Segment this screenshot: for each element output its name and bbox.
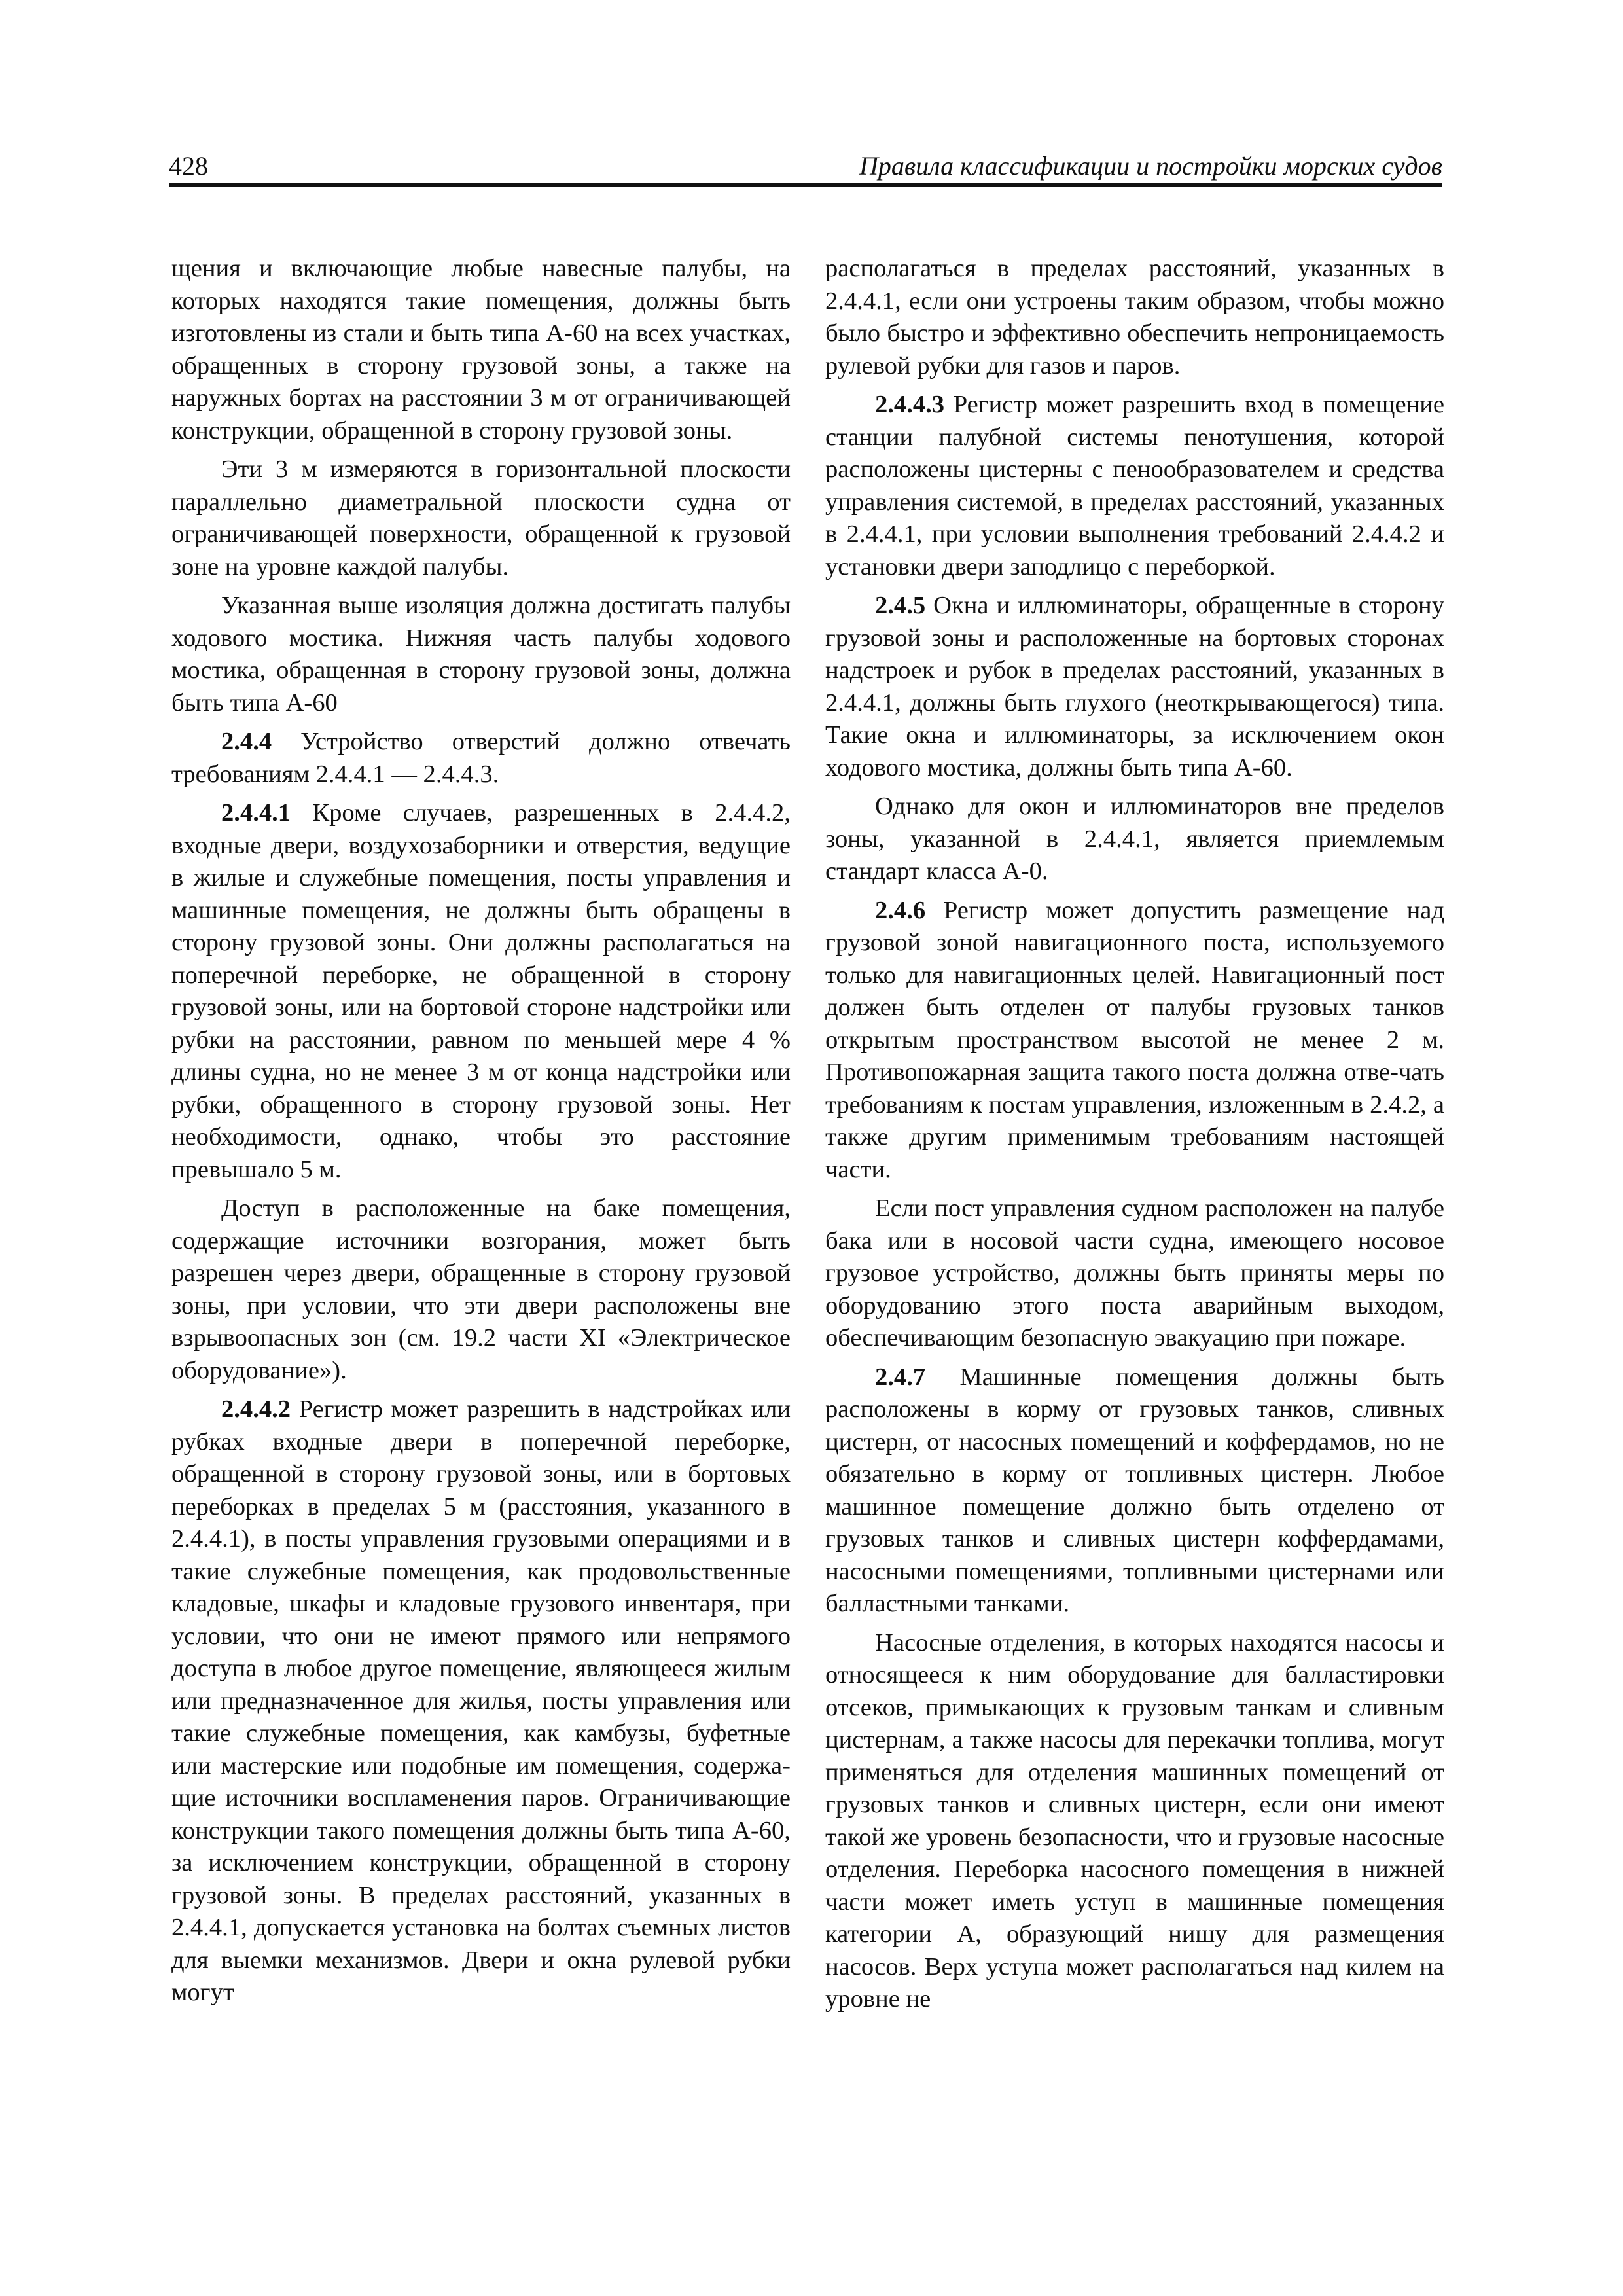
page-header (169, 145, 1442, 187)
right-column (825, 253, 1444, 2022)
paragraph (171, 726, 791, 791)
paragraph: Эти 3 м измеряются в горизонтальной плоскости параллельно диаметральной плоскости судна от ограничивающей поверхности, обращенной к грузовой зоне на уровне каждой палубы. (171, 456, 791, 581)
page-number: 428 (169, 151, 208, 181)
paragraph-text: Кроме случаев, разрешенных в 2.4.4.2, входные двери, воздухозаборники и отверстия, ведущие в жилые и служебные помещения, посты управления и машинные помещения, не должны быть обращены в сторону грузовой зоны. Они должны располагаться на поперечной переборке, не обращенной в сторону грузовой зоны, или на бортовой стороне надстройки или рубки на расстоянии, равном по меньшей мере 4 % длины судна, но не менее 3 м от конца надстройки или рубки, обращенного в сторону грузовой зоны. Нет необходимости, однако, чтобы это расстояние превышало 5 м. (171, 799, 791, 1183)
section-number: 2.4.4 (221, 728, 272, 755)
paragraph: Однако для окон и иллюминаторов вне пределов зоны, указанной в 2.4.4.1, является приемлемым стандарт класса А-0. (825, 793, 1444, 885)
paragraph-text: Устройство отверстий должно отвечать требованиям 2.4.4.1 — 2.4.4.3. (171, 728, 791, 788)
section-number: 2.4.4.1 (221, 799, 291, 827)
paragraph: Насосные отделения, в которых находятся насосы и относящееся к ним оборудование для балластировки отсеков, примыкающих к грузовым танкам и сливным цистернам, а также насосы для перекачки топлива, могут применяться для отделения машинных помещений от грузовых танков и сливных цистерн, если они имеют такой же уровень безопасности, что и грузовые насосные отделения. Переборка насосного помещения в нижней части может иметь уступ в машинные помещения категории А, образующий нишу для размещения насосов. Верх уступа может располагаться над килем на уровне не (825, 1628, 1444, 2013)
section-number: 2.4.6 (875, 896, 926, 924)
paragraph-text: Регистр может допустить размещение над грузовой зоной навигационного поста, используемого только для навигационных целей. Навигационный пост должен быть отделен от палубы грузовых танков открытым пространством высотой не менее 2 м. Противопожарная защита такого поста должна отве-чать требованиям к постам управления, изложенным в 2.4.2, а также другим применимым требованиям настоящей части. (825, 896, 1444, 1183)
section-number: 2.4.4.3 (875, 391, 945, 418)
paragraph (825, 1361, 1444, 1621)
paragraph (171, 1393, 791, 2009)
paragraph-text: Машинные помещения должны быть расположены в корму от грузовых танков, сливных цистерн, от насосных помещений и коффердамов, но не обязательно в корму от топливных цистерн. Любое машинное помещение должно быть отделено от грузовых танков и сливных цистерн коффердамами, насосными помещениями, топливными цистернами или балластными танками. (825, 1363, 1444, 1617)
paragraph (171, 797, 791, 1186)
running-title: Правила классификации и постройки морских судов (859, 151, 1442, 181)
paragraph: Доступ в расположенные на баке помещения, содержащие источники возгорания, может быть разрешен через двери, обращенные в сторону грузовой зоны, при условии, что эти двери расположены вне взрывоопасных зон (см. 19.2 части XI «Электрическое оборудование»). (171, 1194, 791, 1384)
paragraph: щения и включающие любые навесные палубы, на которых находятся такие помещения, должны быть изготовлены из стали и быть типа А-60 на всех участках, обращенных в сторону грузовой зоны, а также на наружных бортах на расстоянии 3 м от ограничивающей конструкции, обращенной в сторону грузовой зоны. (171, 255, 791, 444)
paragraph-text: Окна и иллюминаторы, обращенные в сторону грузовой зоны и расположенные на бортовых сторонах надстроек и рубок в пределах расстояний, указанных в 2.4.4.1, должны быть глухого (неоткрывающегося) типа. Такие окна и иллюминаторы, за исключением окон ходового мостика, должны быть типа А-60. (825, 592, 1444, 781)
paragraph (825, 590, 1444, 784)
paragraph: располагаться в пределах расстояний, указанных в 2.4.4.1, если они устроены таким образом, чтобы можно было быстро и эффективно обеспечить непроницаемость рулевой рубки для газов и паров. (825, 255, 1444, 380)
paragraph: Указанная выше изоляция должна достигать палубы ходового мостика. Нижняя часть палубы ходового мостика, обращенная в сторону грузовой зоны, должна быть типа А-60 (171, 592, 791, 717)
section-number: 2.4.4.2 (221, 1395, 291, 1423)
paragraph: Если пост управления судном расположен на палубе бака или в носовой части судна, имеющего носовое грузовое устройство, должны быть приняты меры по оборудованию этого поста аварийным выходом, обеспечивающим безопасную эвакуацию при пожаре. (825, 1194, 1444, 1352)
paragraph-text: Регистр может разрешить в надстройках или рубках входные двери в поперечной переборке, обращенной в сторону грузовой зоны, или в бортовых переборках в пределах 5 м (расстояния, указанного в 2.4.4.1), в посты управления грузовыми операциями и в такие служебные помещения, как продовольственные кладовые, шкафы и кладовые грузового инвентаря, при условии, что они не имеют прямого или непрямого доступа в любое другое помещение, являющееся жилым или предназначенное для жилья, посты управления или такие служебные помещения, как камбузы, буфетные или мастерские или подобные им помещения, содержащие источники воспламенения паров. Ограничивающие конструкции такого помещения должны быть типа А-60, за исключением конструкции, обращенной в сторону грузовой зоны. В пределах расстояний, указанных в 2.4.4.1, допускается установка на болтах съемных листов для выемки механизмов. Двери и окна рулевой рубки могут (171, 1395, 791, 2006)
paragraph-text: Регистр может разрешить вход в помещение станции палубной системы пенотушения, которой расположены цистерны с пенообразователем и средства управления системой, в пределах расстояний, указанных в 2.4.4.1, при условии выполнения требований 2.4.4.2 и установки двери заподлицо с переборкой. (825, 391, 1444, 581)
section-number: 2.4.7 (875, 1363, 926, 1391)
left-column (171, 253, 791, 2016)
paragraph (825, 895, 1444, 1187)
section-number: 2.4.5 (875, 592, 926, 619)
paragraph (825, 389, 1444, 583)
